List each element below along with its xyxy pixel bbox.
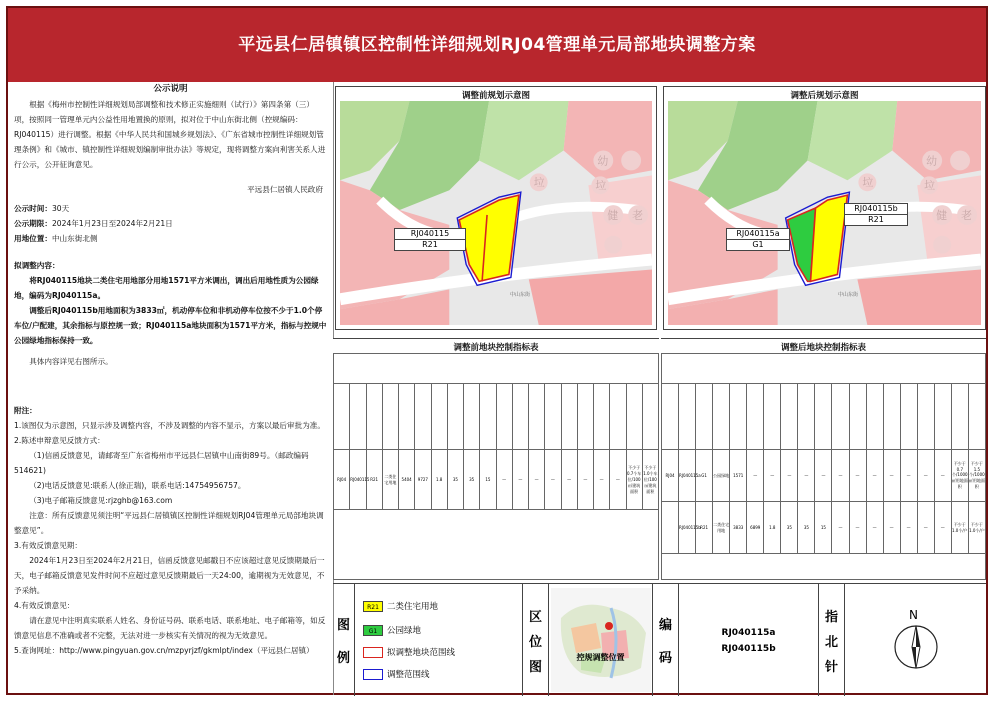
table-header-cell — [815, 384, 832, 450]
table-cell: — — [917, 450, 934, 502]
legend-text-blueline: 调整范围线 — [387, 670, 430, 680]
legend-item-blueline — [363, 668, 430, 680]
legend-item-r21 — [363, 600, 438, 612]
table-cell: — — [917, 502, 934, 554]
table-cell: — — [529, 450, 545, 510]
table-header-cell — [832, 384, 849, 450]
legend-swatch-blueline — [363, 669, 383, 680]
location-heading-a: 区 — [528, 609, 542, 625]
table-header-cell — [883, 384, 900, 450]
note-line: （3)电子邮箱反馈意见:rjzghb@163.com — [29, 496, 173, 505]
table-cell: R21 — [696, 502, 713, 554]
table-header-cell — [382, 384, 398, 450]
table-after — [661, 353, 986, 580]
svg-text:垃: 垃 — [595, 179, 607, 193]
legend-heading-cell — [333, 584, 355, 696]
table-cell: RJ040115a — [679, 450, 696, 502]
table-header-cell — [781, 384, 798, 450]
table-cell: — — [900, 450, 917, 502]
road-label-before: 中山东街 — [510, 292, 531, 298]
table-cell: — — [594, 450, 610, 510]
table-cell: 不少于1.0个车位/100㎡建筑面积 — [642, 450, 658, 510]
table-header-cell — [798, 384, 815, 450]
location-heading-c: 图 — [528, 659, 542, 675]
parcel-code-before: RJ040115 — [395, 229, 465, 240]
location-caption: 控规调整位置 — [576, 653, 625, 662]
table-cell: — — [849, 450, 866, 502]
table-after-title: 调整后地块控制指标表 — [780, 343, 866, 353]
map-after-title: 调整后规划示意图 — [790, 91, 859, 101]
legend-swatch-r21: R21 — [363, 601, 383, 612]
table-header-cell — [866, 384, 883, 450]
table-cell: — — [764, 450, 781, 502]
notice-signature: 平远县仁居镇人民政府 — [247, 185, 323, 194]
compass-heading-b: 北 — [824, 634, 838, 650]
table-header-cell — [529, 384, 545, 450]
table-cell: 1.8 — [764, 502, 781, 554]
table-cell: 3833 — [730, 502, 747, 554]
legend-heading-a: 图 — [336, 618, 350, 633]
svg-text:垃: 垃 — [533, 176, 545, 190]
table-cell: 二类住宅用地 — [382, 450, 398, 510]
table-cell: — — [561, 450, 577, 510]
legend-item-redline — [363, 646, 455, 658]
table-header-cell — [431, 384, 447, 450]
location-map — [549, 584, 653, 696]
table-cell: — — [883, 502, 900, 554]
table-cell: 不少于0.7个/1000㎡用地面积 — [951, 450, 968, 502]
table-header-cell — [512, 384, 528, 450]
content-1: 将RJ040115地块二类住宅用地部分用地1571平方米调出，调出后用地性质为公园绿地，编码为RJ040115a。 — [14, 276, 319, 300]
parcel-b-label — [844, 203, 908, 226]
note-line: 2.陈述申辩意见反馈方式： — [14, 436, 105, 445]
table-cell: R21 — [366, 450, 382, 510]
location-map-image — [551, 588, 651, 692]
table-header-cell — [415, 384, 431, 450]
svg-text:健: 健 — [607, 208, 619, 222]
table-before — [333, 353, 659, 580]
map-before-title: 调整前规划示意图 — [461, 91, 530, 101]
table-cell: — — [512, 450, 528, 510]
content-2: 调整后RJ040115b用地面积为3833㎡，机动停车位和非机动停车位按不少于1.0个停车位/户配建，其余指标与原控规一致；RJ040115a地块面积为1571平方米，指标与控规中公园绿地指标保持一致。 — [14, 306, 327, 345]
table-cell: 1.8 — [431, 450, 447, 510]
legend-text-r21: 二类住宅用地 — [387, 602, 439, 612]
table-header-cell — [642, 384, 658, 450]
table-cell: 公园绿地 — [713, 450, 730, 502]
code-value-1: RJ040115a — [721, 628, 776, 638]
legend-row — [333, 583, 986, 696]
table-cell: — — [934, 502, 951, 554]
table-header-cell — [610, 384, 626, 450]
code-values — [679, 584, 819, 696]
table-header-cell — [679, 384, 696, 450]
code-heading-b: 码 — [658, 651, 672, 666]
table-header-cell — [849, 384, 866, 450]
table-cell: 二类住宅用地 — [713, 502, 730, 554]
table-cell: 35 — [447, 450, 463, 510]
table-cell: — — [747, 450, 764, 502]
parcel-b-use: R21 — [868, 215, 884, 224]
table-header-cell — [626, 384, 642, 450]
table-cell: — — [866, 450, 883, 502]
table-cell: RJ04 — [334, 450, 350, 510]
table-header-cell — [545, 384, 561, 450]
table-before-title: 调整前地块控制指标表 — [453, 343, 539, 353]
compass-heading-cell — [819, 584, 845, 696]
table-cell: — — [610, 450, 626, 510]
legend-text-g1: 公园绿地 — [387, 626, 422, 636]
table-header-cell — [496, 384, 512, 450]
compass-north-label: N — [909, 608, 918, 622]
table-cell: 5404 — [399, 450, 415, 510]
legend-item-g1 — [363, 624, 421, 636]
table-header-cell — [561, 384, 577, 450]
table-cell: 15 — [480, 450, 496, 510]
page-title: 平远县仁居镇镇区控制性详细规划RJ04管理单元局部地块调整方案 — [8, 8, 986, 82]
parcel-use-before: R21 — [422, 240, 438, 249]
north-arrow-icon — [893, 624, 939, 670]
legend-swatch-redline — [363, 647, 383, 658]
table-cell: — — [900, 502, 917, 554]
table-cell: — — [545, 450, 561, 510]
table-header-cell — [366, 384, 382, 450]
location-heading-b: 位 — [528, 634, 542, 650]
map-after-panel — [663, 86, 986, 330]
map-before — [340, 101, 652, 325]
table-header-cell — [696, 384, 713, 450]
map-after — [668, 101, 981, 325]
table-header-cell — [480, 384, 496, 450]
compass-heading-a: 指 — [824, 609, 838, 625]
note-line: 注意：所有反馈意见须注明“平远县仁居镇镇区控制性详细规划RJ04管理单元局部地块调整意见”。 — [14, 511, 324, 535]
table-cell: 35 — [781, 502, 798, 554]
code-heading-cell — [653, 584, 679, 696]
table-cell: 35 — [464, 450, 480, 510]
table-cell: 9727 — [415, 450, 431, 510]
table-header-cell — [917, 384, 934, 450]
content-3: 具体内容详见右图所示。 — [29, 357, 113, 366]
table-header-cell — [747, 384, 764, 450]
parcel-a-label — [726, 228, 790, 251]
legend-heading-b: 例 — [336, 651, 350, 666]
table-cell: RJ040115 — [350, 450, 366, 510]
location-heading-cell — [523, 584, 549, 696]
svg-text:垃: 垃 — [862, 176, 874, 190]
parcel-a-use: G1 — [752, 240, 764, 249]
notice-column — [8, 82, 334, 695]
parcel-a-code: RJ040115a — [727, 229, 789, 240]
table-header-cell — [464, 384, 480, 450]
table-cell: — — [577, 450, 593, 510]
table-cell: 不少于1.0个/户 — [951, 502, 968, 554]
table-cell: 6899 — [747, 502, 764, 554]
note-line: （2)电话反馈意见:联系人(徐正瑞)，联系电话:14754956757。 — [29, 481, 246, 490]
table-before-panel — [333, 338, 659, 580]
svg-text:幼: 幼 — [926, 154, 938, 168]
compass-cell — [845, 584, 986, 696]
svg-text:老: 老 — [961, 208, 973, 222]
svg-text:幼: 幼 — [597, 154, 609, 168]
table-cell: — — [832, 450, 849, 502]
svg-text:健: 健 — [936, 208, 948, 222]
notice-period: 公示期限：2024年1月23日至2024年2月21日 — [14, 219, 173, 228]
table-header-cell — [350, 384, 366, 450]
note-line: 1.该图仅为示意图，只显示涉及调整内容，不涉及调整的内容不显示，方案以最后审批为准。 — [14, 421, 325, 430]
table-cell: — — [781, 450, 798, 502]
table-header-cell — [399, 384, 415, 450]
table-header-cell — [594, 384, 610, 450]
table-after-panel — [661, 338, 986, 580]
table-cell: 1571 — [730, 450, 747, 502]
notice-heading: 公示说明 — [153, 84, 188, 94]
table-cell: 不少于0.7个车位/100㎡建筑面积 — [626, 450, 642, 510]
table-cell: — — [934, 450, 951, 502]
legend-items — [355, 584, 523, 696]
legend-text-redline: 拟调整地块范围线 — [387, 648, 456, 658]
table-cell: — — [798, 450, 815, 502]
table-header-cell — [713, 384, 730, 450]
code-value-2: RJ040115b — [721, 644, 776, 654]
compass-heading-c: 针 — [824, 659, 838, 675]
table-header-cell — [730, 384, 747, 450]
legend-swatch-g1: G1 — [363, 625, 383, 636]
table-header-cell — [334, 384, 350, 450]
table-header-cell — [968, 384, 985, 450]
parcel-label-before — [394, 228, 466, 251]
table-header-cell — [764, 384, 781, 450]
content-label: 拟调整内容： — [14, 261, 60, 270]
notes-list — [8, 418, 333, 658]
table-header-cell — [951, 384, 968, 450]
table-header-cell — [934, 384, 951, 450]
table-cell — [662, 502, 679, 554]
note-line: 请在意见中注明真实联系人姓名、身份证号码、联系电话、联系地址、电子邮箱等，如反馈意见信息不准确或者不完整，无法对进一步核实有关情况的视为无效意见。 — [14, 616, 326, 640]
table-cell: — — [815, 450, 832, 502]
note-line: （1)信函反馈意见，请邮寄至广东省梅州市平远县仁居镇中山南街89号。（邮政编码514621) — [14, 451, 309, 475]
map-before-panel — [335, 86, 657, 330]
table-cell: RJ04 — [662, 450, 679, 502]
notes-label: 附注： — [14, 406, 37, 415]
table-header-cell — [662, 384, 679, 450]
table-cell: 35 — [798, 502, 815, 554]
notice-location: 用地位置：中山东街北侧 — [14, 234, 98, 243]
table-cell: — — [496, 450, 512, 510]
parcel-b-code: RJ040115b — [845, 204, 907, 215]
table-header-cell — [447, 384, 463, 450]
note-line: 2024年1月23日至2024年2月21日，信函反馈意见邮戳日不应该超过意见反馈期最后一天，电子邮箱反馈意见发件时间不应超过意见反馈期最后一天24:00，逾期视为无效意见，不予采纳。 — [14, 556, 325, 595]
table-header-cell — [900, 384, 917, 450]
table-cell: G1 — [696, 450, 713, 502]
notice-para1: 根据《梅州市控制性详细规划局部调整和技术修正实施细则（试行）》第四条第（三）项，按照同一管理单元内公益性用地置换的原则，拟对位于中山东街北侧（控规编码：RJ040115）进行调整。根据《中华人民共和国城乡规划法》、《广东省城市控制性详细规划管理条例》和《城市、镇控制性详细规划编制审批办法》等规定，现将调整方案向利害关系人进行公示，公开征询意见。 — [14, 100, 326, 169]
road-label-after: 中山东街 — [838, 292, 859, 298]
table-cell: — — [866, 502, 883, 554]
table-cell: 不少于1.5个/1000㎡用地面积 — [968, 450, 985, 502]
table-cell: 15 — [815, 502, 832, 554]
code-heading-a: 编 — [658, 618, 672, 633]
table-cell: — — [832, 502, 849, 554]
note-line: 3.有效反馈意见期： — [14, 541, 82, 550]
table-cell: — — [849, 502, 866, 554]
table-cell: RJ040115b — [679, 502, 696, 554]
note-line: 4.有效反馈意见： — [14, 601, 75, 610]
table-header-cell — [577, 384, 593, 450]
table-cell: 不少于1.0个/户 — [968, 502, 985, 554]
svg-text:老: 老 — [632, 208, 644, 222]
svg-text:垃: 垃 — [924, 179, 936, 193]
notice-time: 公示时间：30天 — [14, 204, 70, 213]
note-line: 5.查询网址：http://www.pingyuan.gov.cn/mzpyrjzf/gkmlpt/index（平远县仁居镇） — [14, 646, 314, 655]
table-cell: — — [883, 450, 900, 502]
